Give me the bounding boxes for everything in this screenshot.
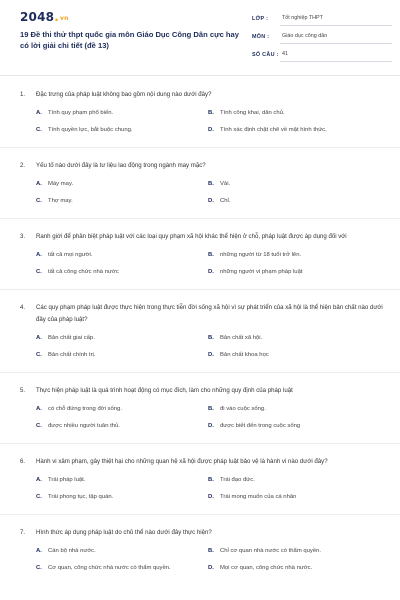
option-text: tất cả mọi người.	[48, 252, 93, 258]
option-text: Tính quyền lực, bắt buộc chung.	[48, 127, 133, 133]
answer-option[interactable]	[36, 251, 208, 260]
option-letter: B.	[208, 110, 214, 116]
answer-option[interactable]	[36, 422, 208, 431]
question-count-label: SỐ CÂU :	[252, 52, 279, 58]
option-letter: A.	[36, 110, 42, 116]
answer-options	[36, 180, 386, 206]
option-text: Trái mong muốn của cá nhân	[220, 494, 297, 500]
answer-option[interactable]	[208, 422, 386, 431]
answer-options	[36, 476, 386, 502]
option-text: có chỗ đứng trong đời sống.	[48, 406, 122, 412]
option-text: Chỉ cơ quan nhà nước có thẩm quyền.	[220, 548, 322, 554]
answer-option[interactable]	[36, 109, 208, 118]
question-divider	[0, 218, 400, 219]
question-text: Thực hiện pháp luật là quá trình hoạt động có mục đích, làm cho những quy định của pháp luật	[36, 387, 293, 394]
option-letter: A.	[36, 335, 42, 341]
option-text: Tính quy phạm phổ biến.	[48, 110, 114, 116]
document-title: 19 Đề thi thử thpt quốc gia môn Giáo Dục Công Dân cực hay có lời giải chi tiết (đề 13)	[20, 30, 239, 50]
subject-value: Giáo dục công dân	[280, 30, 392, 44]
question-number: 7.	[20, 529, 26, 536]
option-letter: B.	[208, 477, 214, 483]
option-text: Trái pháp luật.	[48, 477, 86, 483]
question-stem	[20, 302, 386, 326]
answer-option[interactable]	[208, 334, 386, 343]
option-letter: C.	[36, 565, 42, 571]
option-letter: B.	[208, 335, 214, 341]
answer-option[interactable]	[36, 564, 208, 573]
option-letter: D.	[208, 352, 214, 358]
answer-option[interactable]	[36, 126, 208, 135]
answer-option[interactable]	[208, 180, 386, 189]
answer-option[interactable]	[208, 476, 386, 485]
option-text: đi vào cuộc sống.	[220, 406, 266, 412]
question-number: 3.	[20, 233, 26, 240]
option-text: Máy may.	[48, 181, 74, 187]
document-header	[0, 0, 400, 64]
option-text: Bản chất khoa học	[220, 352, 269, 358]
question-text: Yếu tố nào dưới đây là tư liệu lao động trong ngành may mặc?	[36, 162, 206, 169]
answer-option[interactable]	[36, 268, 208, 277]
answer-options	[36, 251, 386, 277]
option-letter: C.	[36, 198, 42, 204]
option-letter: D.	[208, 198, 214, 204]
question-stem	[20, 160, 386, 172]
logo-main: 2048	[20, 10, 55, 24]
question-divider	[0, 147, 400, 148]
answer-option[interactable]	[208, 109, 386, 118]
question-stem	[20, 527, 386, 539]
question-list	[0, 89, 400, 573]
subject-label: MÔN :	[252, 34, 270, 40]
option-text: tất cả công chức nhà nước	[48, 269, 119, 275]
meta-class-row	[252, 12, 392, 26]
option-text: Bản chất chính trị.	[48, 352, 96, 358]
option-letter: A.	[36, 406, 42, 412]
question-count-value: 41	[280, 48, 392, 62]
question-item	[20, 456, 386, 515]
option-letter: C.	[36, 423, 42, 429]
option-letter: D.	[208, 494, 214, 500]
class-label: LỚP :	[252, 16, 269, 22]
answer-option[interactable]	[208, 564, 386, 573]
option-text: Vải.	[220, 181, 231, 187]
option-text: Cán bộ nhà nước.	[48, 548, 96, 554]
question-text: Hành vi xâm phạm, gây thiệt hại cho những quan hệ xã hội được pháp luật bảo vệ là hành vi nào dưới đây?	[36, 458, 328, 465]
answer-options	[36, 109, 386, 135]
option-letter: B.	[208, 252, 214, 258]
answer-option[interactable]	[36, 180, 208, 189]
answer-option[interactable]	[208, 126, 386, 135]
question-item	[20, 527, 386, 573]
question-number: 2.	[20, 162, 26, 169]
question-number: 6.	[20, 458, 26, 465]
exam-meta	[252, 12, 392, 62]
answer-options	[36, 405, 386, 431]
question-stem	[20, 89, 386, 101]
option-text: Thợ may.	[48, 198, 73, 204]
question-text: Hình thức áp dụng pháp luật do chủ thể nào dưới đây thực hiện?	[36, 529, 212, 536]
answer-options	[36, 334, 386, 360]
question-divider	[0, 372, 400, 373]
question-stem	[20, 231, 386, 243]
option-text: được biết đến trong cuộc sống	[220, 423, 301, 429]
answer-option[interactable]	[208, 197, 386, 206]
answer-option[interactable]	[36, 351, 208, 360]
question-divider	[0, 514, 400, 515]
option-text: Chỉ.	[220, 198, 231, 204]
option-letter: D.	[208, 565, 214, 571]
option-text: những người từ 18 tuổi trở lên.	[220, 252, 302, 258]
answer-option[interactable]	[208, 251, 386, 260]
option-letter: D.	[208, 269, 214, 275]
option-letter: C.	[36, 127, 42, 133]
meta-count-row	[252, 48, 392, 62]
question-divider	[0, 289, 400, 290]
question-item	[20, 231, 386, 290]
question-stem	[20, 456, 386, 468]
question-number: 1.	[20, 91, 26, 98]
question-item	[20, 89, 386, 148]
option-letter: D.	[208, 423, 214, 429]
answer-options	[36, 547, 386, 573]
header-divider	[0, 75, 400, 76]
answer-option[interactable]	[36, 405, 208, 414]
option-text: Bản chất xã hội.	[220, 335, 263, 341]
option-letter: A.	[36, 477, 42, 483]
answer-option[interactable]	[208, 493, 386, 502]
question-text: Ranh giới để phân biệt pháp luật với các loại quy phạm xã hội khác thể hiện ở chỗ, pháp luật được áp dụng đối với	[36, 233, 347, 240]
question-item	[20, 302, 386, 373]
meta-subject-row	[252, 30, 392, 44]
answer-option[interactable]	[36, 334, 208, 343]
option-text: Tính công khai, dân chủ.	[220, 110, 285, 116]
question-text: Đặc trưng của pháp luật không bao gồm nội dung nào dưới đây?	[36, 91, 212, 98]
question-stem	[20, 385, 386, 397]
option-letter: B.	[208, 406, 214, 412]
option-text: Cơ quan, công chức nhà nước có thẩm quyền.	[48, 565, 171, 571]
answer-option[interactable]	[208, 405, 386, 414]
question-text: Các quy phạm pháp luật được thực hiện trong thực tiễn đời sống xã hội vì sự phát triển của xã hội là thể hiện bản chất nào dưới đây của pháp luật?	[36, 304, 383, 323]
option-letter: C.	[36, 352, 42, 358]
option-text: những người vi phạm pháp luật	[220, 269, 303, 275]
answer-option[interactable]	[208, 351, 386, 360]
logo-dot: .	[54, 10, 59, 24]
option-text: Trái đạo đức.	[220, 477, 255, 483]
option-text: Bản chất giai cấp.	[48, 335, 95, 341]
question-divider	[0, 443, 400, 444]
answer-option[interactable]	[36, 493, 208, 502]
question-number: 4.	[20, 304, 26, 311]
question-item	[20, 385, 386, 444]
answer-option[interactable]	[36, 197, 208, 206]
option-letter: A.	[36, 252, 42, 258]
option-letter: A.	[36, 548, 42, 554]
answer-option[interactable]	[208, 268, 386, 277]
option-letter: B.	[208, 181, 214, 187]
option-text: Tính xác định chặt chẽ về mặt hình thức.	[220, 127, 327, 133]
logo-suffix: vn	[59, 15, 69, 22]
option-text: Trái phong tục, tập quán.	[48, 494, 114, 500]
answer-option[interactable]	[36, 476, 208, 485]
option-letter: D.	[208, 127, 214, 133]
question-item	[20, 160, 386, 219]
option-letter: C.	[36, 269, 42, 275]
option-letter: A.	[36, 181, 42, 187]
option-letter: B.	[208, 548, 214, 554]
class-value: Tốt nghiệp THPT	[280, 12, 392, 26]
question-number: 5.	[20, 387, 26, 394]
answer-option[interactable]	[36, 547, 208, 556]
option-letter: C.	[36, 494, 42, 500]
option-text: được nhiều người tuân thủ.	[48, 423, 120, 429]
answer-option[interactable]	[208, 547, 386, 556]
option-text: Mọi cơ quan, công chức nhà nước.	[220, 565, 313, 571]
